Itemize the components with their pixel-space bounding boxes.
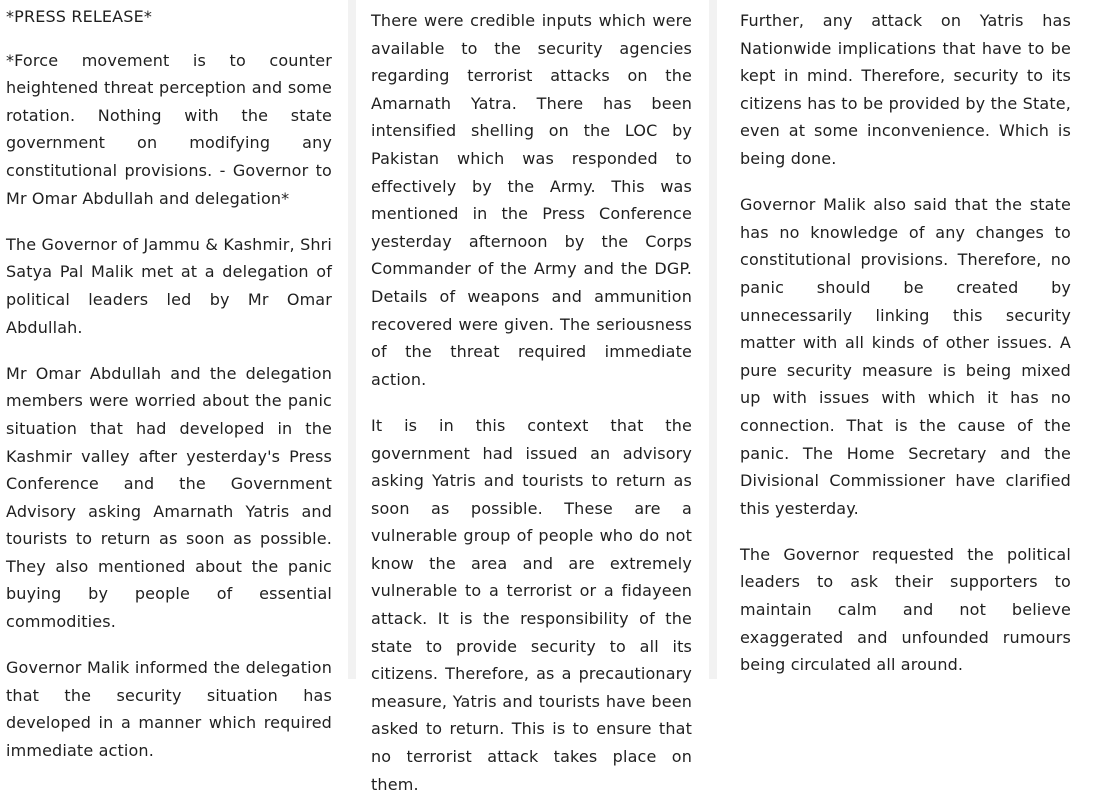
paragraph: Further, any attack on Yatris has Nationwide implications that have to be kept in mind. Therefore, security to its citizens has to be provided by the State, even at some inconvenience. Which is being done.	[740, 11, 1071, 168]
press-release-headline: *Force movement is to counter heightened threat perception and some rotation. Nothing with the state government on modifying any constitutional provisions. - Governor to Mr Omar Abdullah and delegation*	[6, 50, 332, 208]
paragraph: There were credible inputs which were available to the security agencies regarding terrorist attacks on the Amarnath Yatra. There has been intensified shelling on the LOC by Pakistan which was responded to effectively by the Army. This was mentioned in the Press Conference yesterday afternoon by the Corps Commander of the Army and the DGP. Details of weapons and ammunition recovered were given. The seriousness of the threat required immediate action.	[371, 11, 692, 389]
paragraph: Governor Malik also said that the state has no knowledge of any changes to constitutional provisions. Therefore, no panic should be created by unnecessarily linking this security matter with all kinds of other issues. A pure security measure is being mixed up with issues with which it has no connection. That is the cause of the panic. The Home Secretary and the Divisional Commissioner have clarified this yesterday.	[740, 195, 1071, 518]
paragraph: Governor Malik informed the delegation that the security situation has developed in a manner which required immediate action.	[6, 658, 332, 761]
text-column-2	[357, 0, 709, 794]
text-column-1	[0, 0, 346, 761]
paragraph: Mr Omar Abdullah and the delegation members were worried about the panic situation that had developed in the Kashmir valley after yesterday's Press Conference and the Government Advisory asking Amarnath Yatris and tourists to return as soon as possible. They also mentioned about the panic buying by people of essential commodities.	[6, 363, 332, 632]
column-divider	[709, 0, 717, 679]
column-divider	[348, 0, 356, 679]
paragraph: It is in this context that the government had issued an advisory asking Yatris and tourists to return as soon as possible. These are a vulnerable group of people who do not know the area and are extremely vulnerable to a terrorist or a fidayeen attack. It is the responsibility of the state to provide security to all its citizens. Therefore, as a precautionary measure, Yatris and tourists have been asked to return. This is to ensure that no terrorist attack takes place on them.	[371, 415, 692, 794]
paragraph: The Governor requested the political leaders to ask their supporters to maintain calm and not believe exaggerated and unfounded rumours being circulated all around.	[740, 544, 1071, 675]
text-column-3	[718, 0, 1111, 679]
press-release-header: *PRESS RELEASE*	[6, 7, 152, 26]
paragraph: The Governor of Jammu & Kashmir, Shri Satya Pal Malik met at a delegation of political leaders led by Mr Omar Abdullah.	[6, 234, 332, 337]
